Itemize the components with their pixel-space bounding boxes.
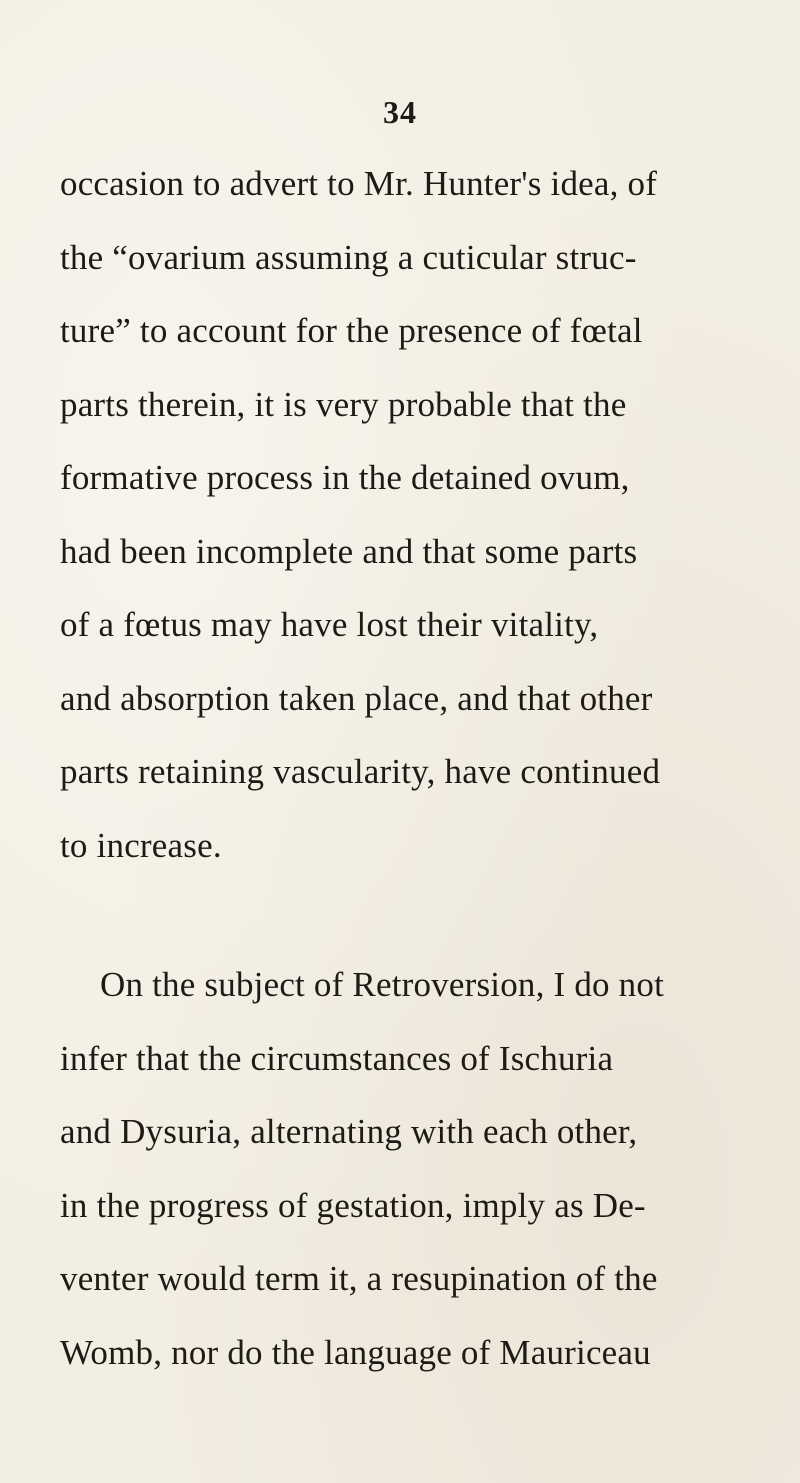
text-line: parts therein, it is very probable that the	[60, 385, 627, 424]
text-line: had been incomplete and that some parts	[60, 532, 638, 571]
text-line: infer that the circumstances of Ischuria	[60, 1039, 614, 1078]
text-line: parts retaining vascularity, have continued	[60, 752, 661, 791]
text-line: to increase.	[60, 826, 222, 865]
page-number: 34	[383, 94, 417, 130]
text-line: occasion to advert to Mr. Hunter's idea, of	[60, 164, 658, 203]
text-line: and Dysuria, alternating with each other,	[60, 1112, 638, 1151]
text-line: the “ovarium assuming a cuticular struc-	[60, 238, 637, 277]
text-line: of a fœtus may have lost their vitality,	[60, 605, 599, 644]
text-line: ture” to account for the presence of fœtal	[60, 311, 643, 350]
text-line: Womb, nor do the language of Mauriceau	[60, 1333, 651, 1372]
text-line: On the subject of Retroversion, I do not	[100, 965, 665, 1004]
text-line: formative process in the detained ovum,	[60, 458, 630, 497]
text-line: venter would term it, a resupination of the	[60, 1259, 658, 1298]
text-line: and absorption taken place, and that other	[60, 679, 653, 718]
text-line: in the progress of gestation, imply as De-	[60, 1186, 646, 1225]
